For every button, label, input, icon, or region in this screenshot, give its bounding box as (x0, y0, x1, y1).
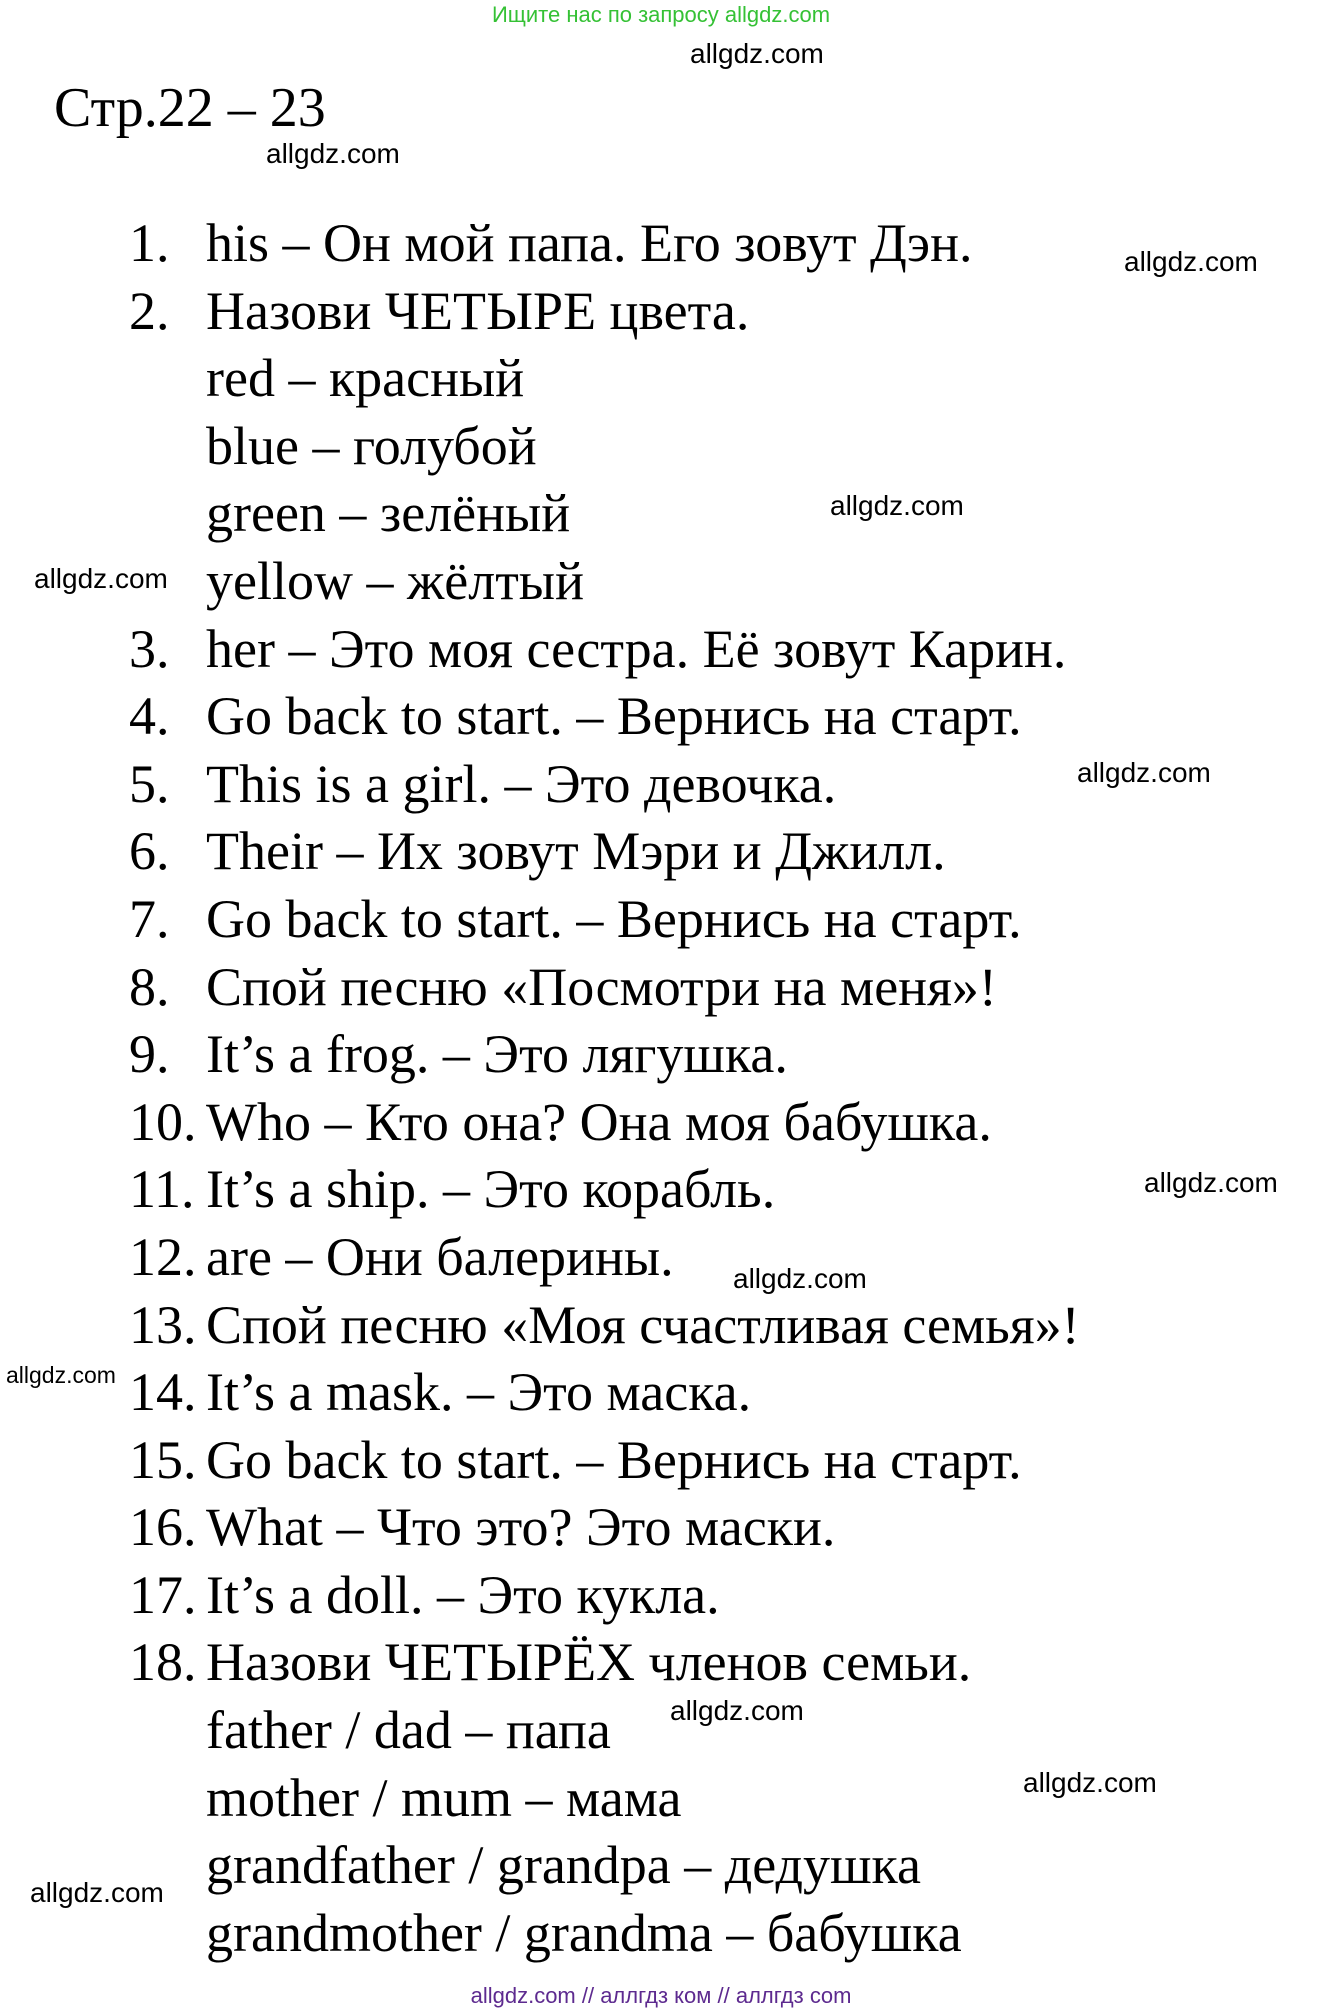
page-title: Стр.22 – 23 (54, 77, 326, 139)
item-text: blue – голубой (206, 415, 537, 476)
item-text: mother / mum – мама (206, 1767, 682, 1828)
watermark: allgdz.com (30, 1877, 164, 1908)
item-text: It’s a doll. – Это кукла. (206, 1564, 720, 1625)
watermark: allgdz.com (6, 1362, 116, 1388)
item-text: green – зелёный (206, 483, 571, 544)
item-text: It’s a frog. – Это лягушка. (206, 1024, 788, 1085)
footer-links[interactable]: allgdz.com // аллгдз ком // аллгдз com (470, 1983, 852, 2008)
item-number: 15. (129, 1429, 197, 1490)
item-text: father / dad – папа (206, 1700, 611, 1761)
watermark: allgdz.com (1077, 757, 1211, 788)
item-text: Спой песню «Моя счастливая семья»! (206, 1294, 1080, 1355)
item-text: It’s a ship. – Это корабль. (206, 1159, 776, 1220)
item-number: 11. (129, 1159, 195, 1220)
item-text: grandmother / grandma – бабушка (206, 1902, 962, 1963)
item-number: 4. (129, 686, 170, 747)
watermark: allgdz.com (690, 38, 824, 69)
item-number: 7. (129, 888, 170, 949)
item-number: 5. (129, 753, 170, 814)
item-text: It’s a mask. – Это маска. (206, 1362, 752, 1423)
item-number: 18. (129, 1632, 197, 1693)
item-text: her – Это моя сестра. Её зовут Карин. (206, 618, 1067, 679)
item-number: 8. (129, 956, 170, 1017)
item-number: 2. (129, 280, 170, 341)
item-number: 9. (129, 1024, 170, 1085)
item-text: grandfather / grandpa – дедушка (206, 1835, 921, 1896)
item-number: 17. (129, 1564, 197, 1625)
item-number: 3. (129, 618, 170, 679)
item-number: 14. (129, 1362, 197, 1423)
watermark: allgdz.com (1023, 1767, 1157, 1798)
watermark: allgdz.com (34, 563, 168, 594)
item-text: Who – Кто она? Она моя бабушка. (206, 1091, 992, 1152)
item-text: yellow – жёлтый (206, 550, 584, 611)
watermark: allgdz.com (670, 1695, 804, 1726)
item-text: Назови ЧЕТЫРЕ цвета. (206, 280, 750, 341)
item-text: Назови ЧЕТЫРЁХ членов семьи. (206, 1632, 972, 1693)
item-number: 6. (129, 821, 170, 882)
item-number: 13. (129, 1294, 197, 1355)
watermark: allgdz.com (1124, 246, 1258, 277)
item-number: 16. (129, 1497, 197, 1558)
item-text: Their – Их зовут Мэри и Джилл. (206, 821, 946, 882)
watermark: allgdz.com (830, 490, 964, 521)
item-text: This is a girl. – Это девочка. (206, 753, 837, 814)
item-text: his – Он мой папа. Его зовут Дэн. (206, 213, 973, 273)
item-text: Go back to start. – Вернись на старт. (206, 1429, 1022, 1490)
item-text: are – Они балерины. (206, 1226, 674, 1287)
item-text: Go back to start. – Вернись на старт. (206, 686, 1022, 747)
item-number: 1. (129, 213, 170, 273)
item-number: 10. (129, 1091, 197, 1152)
watermark: allgdz.com (266, 138, 400, 169)
watermark: allgdz.com (733, 1263, 867, 1294)
item-text: Go back to start. – Вернись на старт. (206, 888, 1022, 949)
watermark: allgdz.com (1144, 1167, 1278, 1198)
item-number: 12. (129, 1226, 197, 1287)
item-text: Спой песню «Посмотри на меня»! (206, 956, 997, 1017)
item-text: red – красный (206, 348, 525, 409)
item-text: What – Что это? Это маски. (206, 1497, 836, 1558)
top-banner[interactable]: Ищите нас по запросу allgdz.com (491, 2, 831, 27)
